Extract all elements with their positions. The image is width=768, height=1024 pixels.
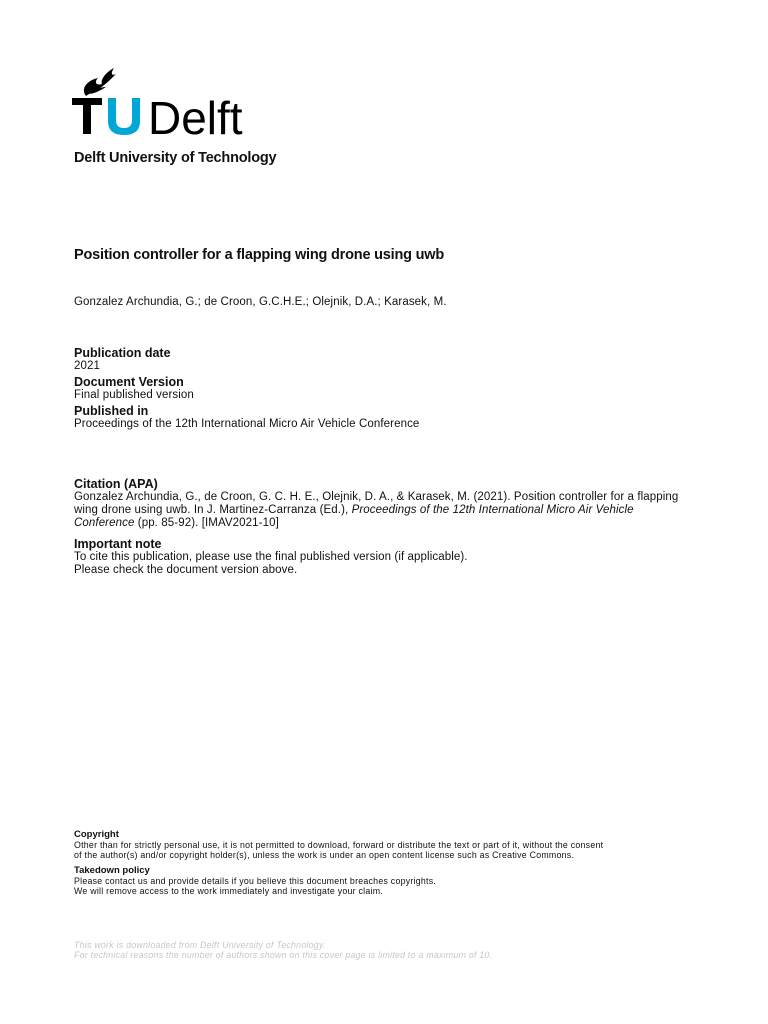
footer-line1: This work is downloaded from Delft University of Technology. [74, 940, 326, 950]
document-version-value: Final published version [74, 389, 194, 401]
takedown-line1: Please contact us and provide details if you believe this document breaches copyrights. [74, 876, 437, 886]
published-in-label: Published in [74, 404, 149, 418]
footer-line2: For technical reasons the number of authors shown on this cover page is limited to a maximum of 10. [74, 950, 493, 960]
takedown-label: Takedown policy [74, 865, 150, 876]
takedown-line2: We will remove access to the work immediately and investigate your claim. [74, 886, 383, 896]
institution-name: Delft University of Technology [74, 150, 277, 166]
important-note-label: Important note [74, 537, 162, 551]
important-note-line1: To cite this publication, please use the final published version (if applicable). [74, 551, 468, 563]
copyright-label: Copyright [74, 829, 119, 840]
copyright-line1: Other than for strictly personal use, it is not permitted to download, forward or distribute the text or part of it, without the consent [74, 840, 604, 850]
publication-date-label: Publication date [74, 346, 171, 360]
document-version-label: Document Version [74, 375, 184, 389]
citation-text [74, 491, 694, 530]
takedown-section [74, 866, 714, 896]
copyright-section [74, 830, 714, 860]
logo-wordmark: Delft [148, 92, 243, 138]
published-in-section [74, 405, 694, 431]
author-list: Gonzalez Archundia, G.; de Croon, G.C.H.E.; Olejnik, D.A.; Karasek, M. [74, 296, 447, 308]
citation-proceedings: Proceedings of the 12th International Micro Air Vehicle Conference [74, 504, 634, 529]
tu-delft-logo [70, 66, 260, 138]
published-in-value: Proceedings of the 12th International Micro Air Vehicle Conference [74, 418, 420, 430]
citation-part2: (pp. 85-92). [IMAV2021-10] [134, 517, 279, 529]
citation-section [74, 478, 694, 530]
flame-icon [84, 68, 116, 96]
publication-date-value: 2021 [74, 360, 100, 372]
citation-part1: Gonzalez Archundia, G., de Croon, G. C. H. E., Olejnik, D. A., & Karasek, M. (2021). Position controller for a flapping wing drone using uwb. In J. Martinez-Carranza (Ed.), [74, 491, 679, 516]
copyright-line2: of the author(s) and/or copyright holder(s), unless the work is under an open content license such as Creative Commons. [74, 850, 575, 860]
citation-label: Citation (APA) [74, 477, 158, 491]
document-version-section [74, 376, 694, 402]
publication-date-section [74, 347, 694, 373]
download-footer [74, 940, 492, 960]
important-note-section [74, 538, 694, 577]
paper-title: Position controller for a flapping wing drone using uwb [74, 247, 445, 263]
important-note-line2: Please check the document version above. [74, 564, 298, 576]
